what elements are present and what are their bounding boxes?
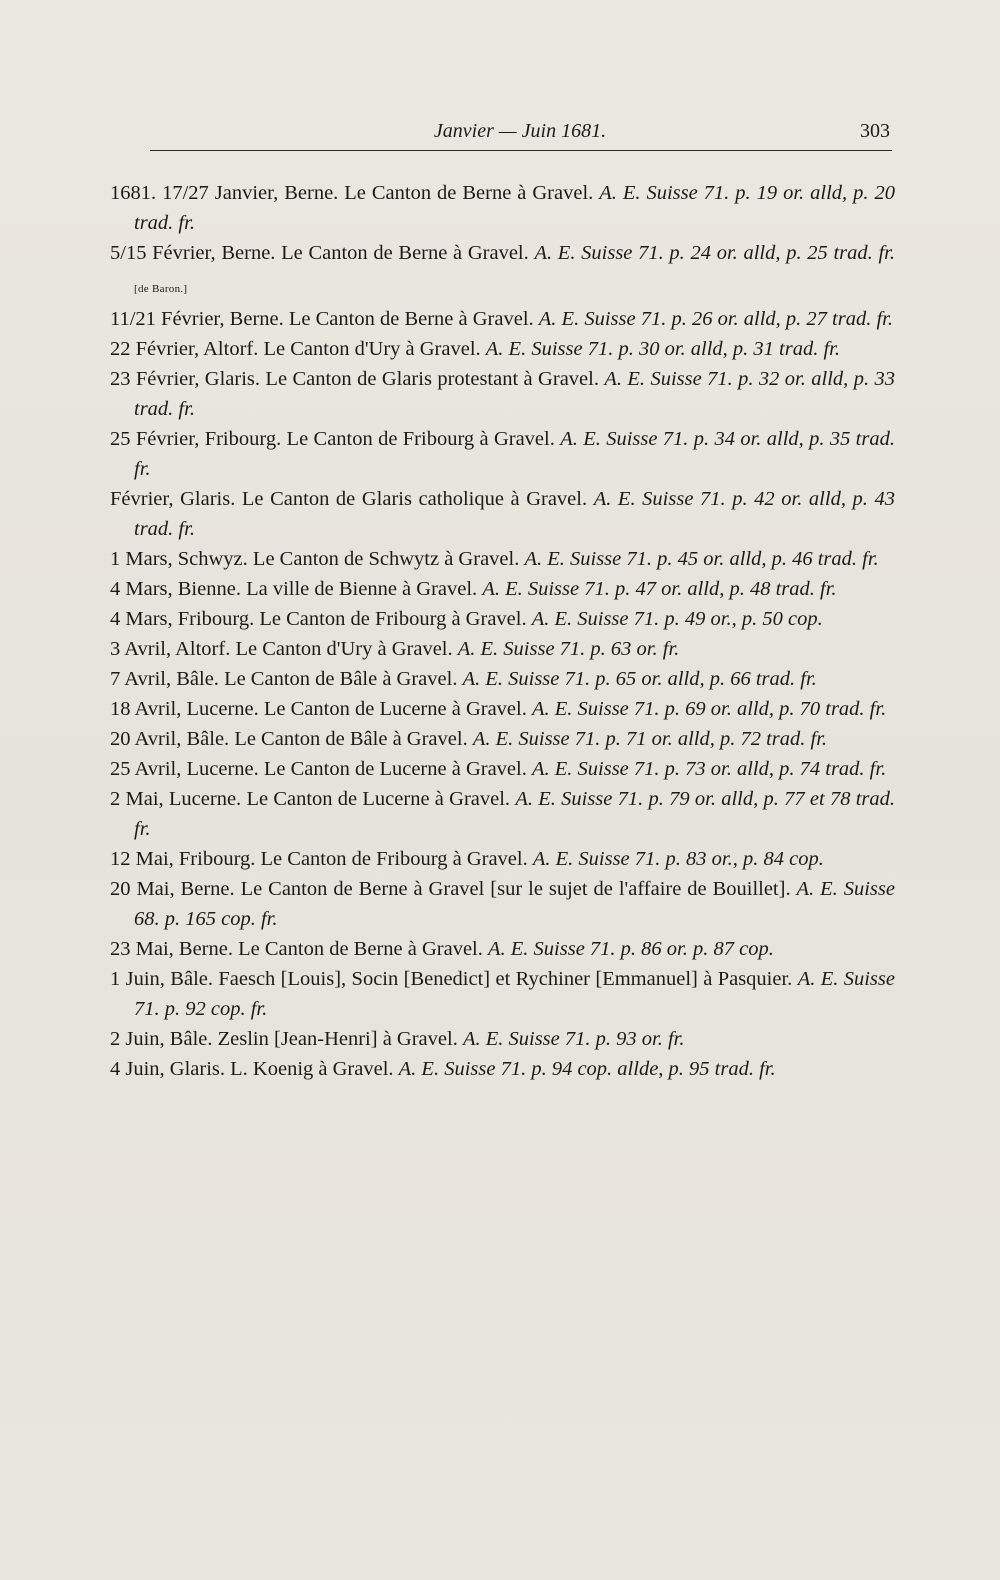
entry-text: Faesch [Louis], Socin [Benedict] et Rychiner [Emmanuel] à Pasquier. <box>213 968 798 990</box>
entry-text: Le Canton de Berne à Gravel. <box>338 182 600 204</box>
entry-reference: A. E. Suisse 71. p. 63 or. fr. <box>457 638 680 660</box>
list-item <box>110 724 895 754</box>
entry-text: Le Canton de Fribourg à Gravel. <box>254 608 532 630</box>
entry-reference: A. E. Suisse 71. p. 94 cop. allde, p. 95 trad. fr. <box>398 1058 776 1080</box>
entry-note: [de Baron.] <box>134 283 188 295</box>
list-item <box>110 304 895 334</box>
entry-text: Zeslin [Jean-Henri] à Gravel. <box>212 1028 463 1050</box>
entry-date: 7 Avril, Bâle. <box>110 668 219 690</box>
list-item <box>110 784 895 844</box>
entry-reference: A. E. Suisse 71. p. 73 or. alld, p. 74 trad. fr. <box>531 758 887 780</box>
list-item <box>110 754 895 784</box>
list-item <box>110 844 895 874</box>
list-item <box>110 874 895 934</box>
entry-reference: A. E. Suisse 71. p. 92 cop. fr. <box>134 968 895 1020</box>
list-item <box>110 238 895 304</box>
entry-text: Le Canton de Bâle à Gravel. <box>229 728 473 750</box>
header-rule <box>150 150 892 151</box>
list-item <box>110 334 895 364</box>
list-item <box>110 1054 895 1084</box>
entry-reference: A. E. Suisse 71. p. 71 or. alld, p. 72 trad. fr. <box>472 728 828 750</box>
entry-text: Le Canton de Glaris catholique à Gravel. <box>235 488 594 510</box>
list-item <box>110 544 895 574</box>
entry-reference: A. E. Suisse 71. p. 34 or. alld, p. 35 trad. fr. <box>134 428 895 480</box>
entry-reference: A. E. Suisse 71. p. 65 or. alld, p. 66 trad. fr. <box>462 668 817 690</box>
entry-text: Le Canton de Lucerne à Gravel. <box>258 758 532 780</box>
running-head <box>150 118 890 148</box>
entry-reference: A. E. Suisse 71. p. 86 or. p. 87 cop. <box>488 938 774 960</box>
list-item <box>110 934 895 964</box>
entry-text: Le Canton de Glaris protestant à Gravel. <box>260 368 605 390</box>
entry-date: 4 Mars, Bienne. <box>110 578 241 600</box>
list-item <box>110 574 895 604</box>
entry-text: Le Canton de Lucerne à Gravel. <box>241 788 516 810</box>
entry-date: 20 Mai, Berne. <box>110 878 235 900</box>
list-item <box>110 1024 895 1054</box>
list-item <box>110 694 895 724</box>
entry-date: 23 Février, Glaris. <box>110 368 261 390</box>
entry-text: Le Canton de Fribourg à Gravel. <box>281 428 561 450</box>
entry-text: Le Canton de Berne à Gravel. <box>275 242 535 264</box>
list-item <box>110 634 895 664</box>
entry-reference: A. E. Suisse 71. p. 93 or. fr. <box>462 1028 685 1050</box>
entry-text: Le Canton d'Ury à Gravel. <box>258 338 486 360</box>
entry-text: Le Canton de Berne à Gravel. <box>232 938 488 960</box>
entry-reference: A. E. Suisse 71. p. 47 or. alld, p. 48 trad. fr. <box>482 578 837 600</box>
entry-date: 1 Juin, Bâle. <box>110 968 213 990</box>
entry-reference: A. E. Suisse 71. p. 24 or. alld, p. 25 trad. fr. <box>534 242 895 264</box>
list-item <box>110 364 895 424</box>
entry-date: 5/15 Février, Berne. <box>110 242 276 264</box>
entry-reference: A. E. Suisse 71. p. 79 or. alld, p. 77 et 78 trad. fr. <box>134 788 895 840</box>
list-item <box>110 178 895 238</box>
entry-date: 1681. 17/27 Janvier, Berne. <box>110 182 339 204</box>
entry-reference: A. E. Suisse 71. p. 32 or. alld, p. 33 trad. fr. <box>134 368 895 420</box>
entry-reference: A. E. Suisse 71. p. 42 or. alld, p. 43 trad. fr. <box>134 488 896 540</box>
entry-date: 18 Avril, Lucerne. <box>110 698 259 720</box>
list-item <box>110 604 895 634</box>
entry-reference: A. E. Suisse 71. p. 49 or., p. 50 cop. <box>531 608 823 630</box>
page-number: 303 <box>860 120 890 142</box>
entry-text: L. Koenig à Gravel. <box>225 1058 399 1080</box>
entry-reference: A. E. Suisse 71. p. 26 or. alld, p. 27 trad. fr. <box>538 308 893 330</box>
entry-reference: A. E. Suisse 71. p. 19 or. alld, p. 20 trad. fr. <box>134 182 895 234</box>
running-title: Janvier — Juin 1681. <box>433 120 607 142</box>
entry-list <box>110 178 895 1084</box>
entry-date: 3 Avril, Altorf. <box>110 638 231 660</box>
list-item <box>110 484 895 544</box>
entry-text: Le Canton de Schwytz à Gravel. <box>247 548 525 570</box>
entry-text: La ville de Bienne à Gravel. <box>240 578 483 600</box>
entry-date: 20 Avril, Bâle. <box>110 728 230 750</box>
entry-date: 1 Mars, Schwyz. <box>110 548 248 570</box>
entry-date: 23 Mai, Berne. <box>110 938 233 960</box>
entry-text: Le Canton de Bâle à Gravel. <box>218 668 463 690</box>
list-item <box>110 664 895 694</box>
entry-date: 11/21 Février, Berne. <box>110 308 284 330</box>
entry-date: Février, Glaris. <box>110 488 236 510</box>
entry-text: Le Canton d'Ury à Gravel. <box>230 638 458 660</box>
entry-text: Le Canton de Lucerne à Gravel. <box>258 698 532 720</box>
list-item <box>110 424 895 484</box>
entry-text: Le Canton de Berne à Gravel. <box>283 308 539 330</box>
entry-reference: A. E. Suisse 68. p. 165 cop. fr. <box>134 878 895 930</box>
entry-date: 2 Juin, Bâle. <box>110 1028 213 1050</box>
entry-date: 25 Février, Fribourg. <box>110 428 282 450</box>
entry-reference: A. E. Suisse 71. p. 45 or. alld, p. 46 trad. fr. <box>524 548 879 570</box>
list-item <box>110 964 895 1024</box>
entry-text: Le Canton de Fribourg à Gravel. <box>255 848 533 870</box>
entry-reference: A. E. Suisse 71. p. 30 or. alld, p. 31 trad. fr. <box>485 338 840 360</box>
entry-date: 22 Février, Altorf. <box>110 338 259 360</box>
entry-date: 4 Juin, Glaris. <box>110 1058 226 1080</box>
entry-text: Le Canton de Berne à Gravel [sur le sujet de l'affaire de Bouillet]. <box>234 878 797 900</box>
entry-date: 12 Mai, Fribourg. <box>110 848 256 870</box>
entry-date: 25 Avril, Lucerne. <box>110 758 259 780</box>
entry-reference: A. E. Suisse 71. p. 83 or., p. 84 cop. <box>532 848 824 870</box>
entry-date: 4 Mars, Fribourg. <box>110 608 255 630</box>
entry-reference: A. E. Suisse 71. p. 69 or. alld, p. 70 trad. fr. <box>531 698 887 720</box>
entry-date: 2 Mai, Lucerne. <box>110 788 242 810</box>
